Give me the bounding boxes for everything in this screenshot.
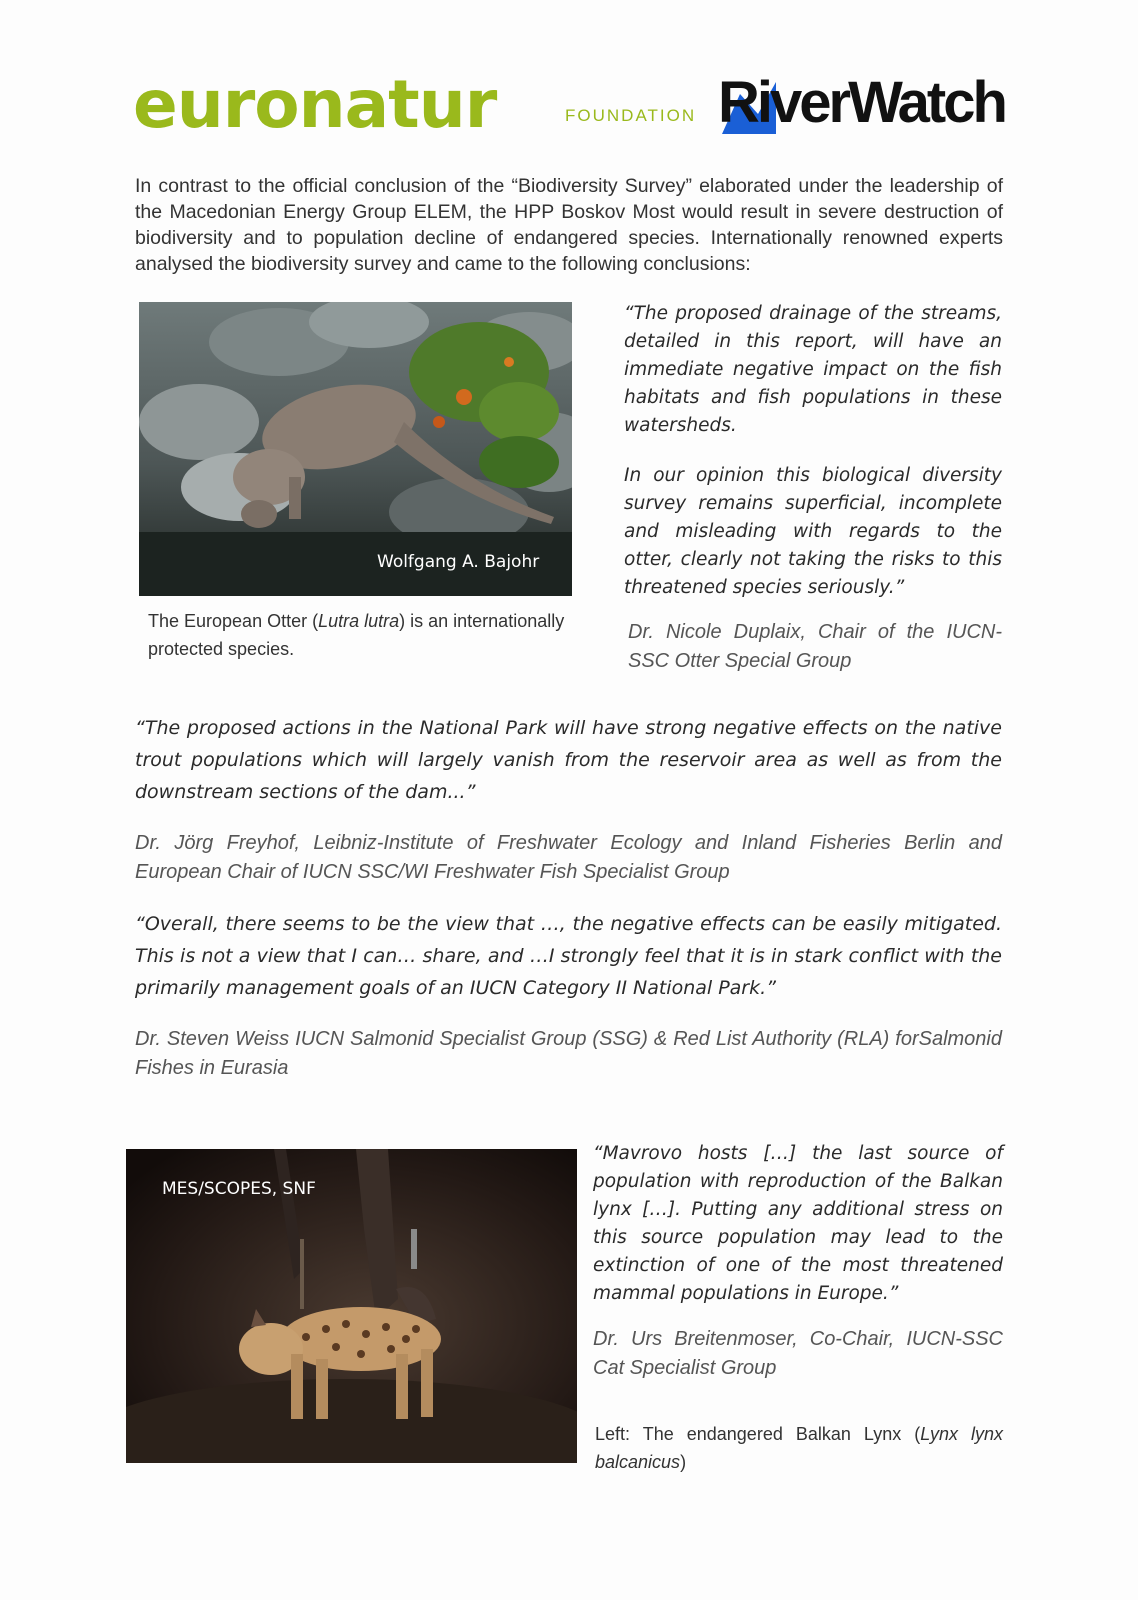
salmonid-quote: “Overall, there seems to be the view that …, the negative effects can be easily mitigated. This is not a view that I can… share, and …I strongly feel that it is in stark conflict with the primarily management goals of an IUCN Category II National Park.” <box>135 913 1002 999</box>
lynx-caption-text-end: ) <box>680 1452 687 1472</box>
lynx-attribution: Dr. Urs Breitenmoser, Co-Chair, IUCN-SSC Cat Specialist Group <box>593 1328 1003 1379</box>
otter-caption <box>148 607 568 663</box>
otter-caption-text-end: ) is an internationally protected species. <box>148 611 565 659</box>
otter-caption-latin: Lutra lutra <box>318 611 400 631</box>
lynx-caption <box>595 1420 1003 1476</box>
otter-photo-credit: Wolfgang A. Bajohr <box>377 552 540 572</box>
lynx-caption-latin: Lynx lynx balcanicus <box>595 1424 1003 1472</box>
euronatur-logo: euronatur <box>133 66 497 143</box>
otter-quote-paragraph-1: “The proposed drainage of the streams, detailed in this report, will have an immediate negative impact on the fish habitats and fish populations in these watersheds. <box>624 303 1002 436</box>
otter-caption-text: The European Otter ( <box>148 611 319 631</box>
foundation-label: FOUNDATION <box>565 106 697 125</box>
lynx-caption-text: Left: The endangered Balkan Lynx ( <box>595 1424 921 1444</box>
lynx-photo-credit: MES/SCOPES, SNF <box>162 1179 316 1199</box>
intro-paragraph: In contrast to the official conclusion of the “Biodiversity Survey” elaborated under the leadership of the Macedonian Energy Group ELEM, the HPP Boskov Most would result in severe destruction of biodiversity and to population decline of endangered species. Internationally renowned experts analysed the biodiversity survey and came to the following conclusions: <box>135 175 1003 275</box>
riverwatch-wordmark: RiverWatch <box>718 70 1005 135</box>
otter-photo <box>139 302 572 596</box>
trout-quote: “The proposed actions in the National Park will have strong negative effects on the native trout populations which will largely vanish from the reservoir area as well as from the downstream sections of the dam...” <box>135 717 1002 803</box>
trout-attribution: Dr. Jörg Freyhof, Leibniz-Institute of Freshwater Ecology and Inland Fisheries Berlin and European Chair of IUCN SSC/WI Freshwater Fish Specialist Group <box>135 832 1002 883</box>
salmonid-attribution: Dr. Steven Weiss IUCN Salmonid Specialist Group (SSG) & Red List Authority (RLA) forSalmonid Fishes in Eurasia <box>135 1028 1002 1079</box>
otter-quote <box>624 300 1002 602</box>
otter-attribution: Dr. Nicole Duplaix, Chair of the IUCN-SSC Otter Special Group <box>628 621 1002 672</box>
lynx-photo <box>126 1149 577 1463</box>
lynx-quote: “Mavrovo hosts […] the last source of population with reproduction of the Balkan lynx […]. Putting any additional stress on this source population may lead to the extinction of one of the most threatened mammal populations in Europe.” <box>593 1143 1003 1304</box>
riverwatch-logo <box>718 70 1043 136</box>
otter-quote-paragraph-2: In our opinion this biological diversity survey remains superficial, incomplete and misleading with regards to the otter, clearly not taking the risks to this threatened species seriously.” <box>624 465 1002 598</box>
